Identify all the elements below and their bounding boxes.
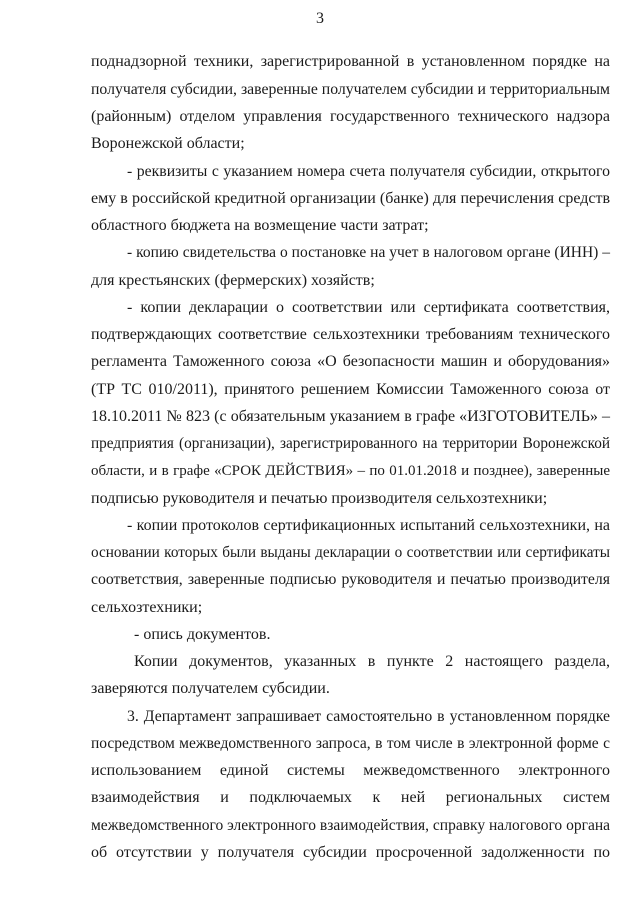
text-line: Воронежской области; — [91, 135, 245, 152]
text-line: заверяются получателем субсидии. — [91, 680, 330, 697]
text-line: - реквизиты с указанием номера счета получателя субсидии, открытого — [127, 163, 610, 180]
text-line: межведомственного электронного взаимодействия, справку налогового органа — [91, 817, 610, 834]
text-line: областного бюджета на возмещение части затрат; — [91, 217, 429, 234]
text-line: для крестьянских (фермерских) хозяйств; — [91, 272, 375, 289]
text-line: предприятия (организации), зарегистрированного на территории Воронежской — [91, 435, 610, 452]
text-line: подписью руководителя и печатью производителя сельхозтехники; — [91, 490, 548, 507]
text-line: соответствия, заверенные подписью руководителя и печатью производителя — [91, 571, 610, 588]
text-line: области, и в графе «СРОК ДЕЙСТВИЯ» – по 01.01.2018 и позднее), заверенные — [91, 463, 610, 479]
text-line: сельхозтехники; — [91, 599, 203, 616]
text-line: получателя субсидии, заверенные получателем субсидии и территориальным — [91, 81, 610, 98]
text-line: - копию свидетельства о постановке на учет в налоговом органе (ИНН) – — [127, 244, 610, 261]
text-line: 3. Департамент запрашивает самостоятельно в установленном порядке — [127, 708, 610, 725]
text-line: ему в российской кредитной организации (банке) для перечисления средств — [91, 190, 610, 207]
text-line: - копии протоколов сертификационных испытаний сельхозтехники, на — [127, 517, 610, 534]
page-number: 3 — [316, 10, 324, 27]
text-line: использованием единой системы межведомственного электронного — [91, 762, 610, 779]
text-line: (ТР ТС 010/2011), принятого решением Комиссии Таможенного союза от — [91, 381, 610, 398]
text-line: взаимодействия и подключаемых к ней региональных систем — [91, 789, 610, 806]
text-line: подтверждающих соответствие сельхозтехники требованиям технического — [91, 326, 610, 343]
text-line: об отсутствии у получателя субсидии просроченной задолженности по — [91, 844, 610, 861]
text-line: (районным) отделом управления государственного технического надзора — [91, 108, 610, 125]
text-line: посредством межведомственного запроса, в том числе в электронной форме с — [91, 735, 610, 752]
text-line: - копии декларации о соответствии или сертификата соответствия, — [127, 299, 610, 316]
text-line: поднадзорной техники, зарегистрированной в установленном порядке на — [91, 53, 610, 70]
text-line: основании которых были выданы декларации о соответствии или сертификаты — [91, 544, 610, 561]
text-line: регламента Таможенного союза «О безопасности машин и оборудования» — [91, 353, 610, 370]
text-line: Копии документов, указанных в пункте 2 настоящего раздела, — [134, 653, 610, 670]
text-line: 18.10.2011 № 823 (с обязательным указанием в графе «ИЗГОТОВИТЕЛЬ» – — [91, 408, 610, 425]
text-line: - опись документов. — [134, 626, 271, 643]
